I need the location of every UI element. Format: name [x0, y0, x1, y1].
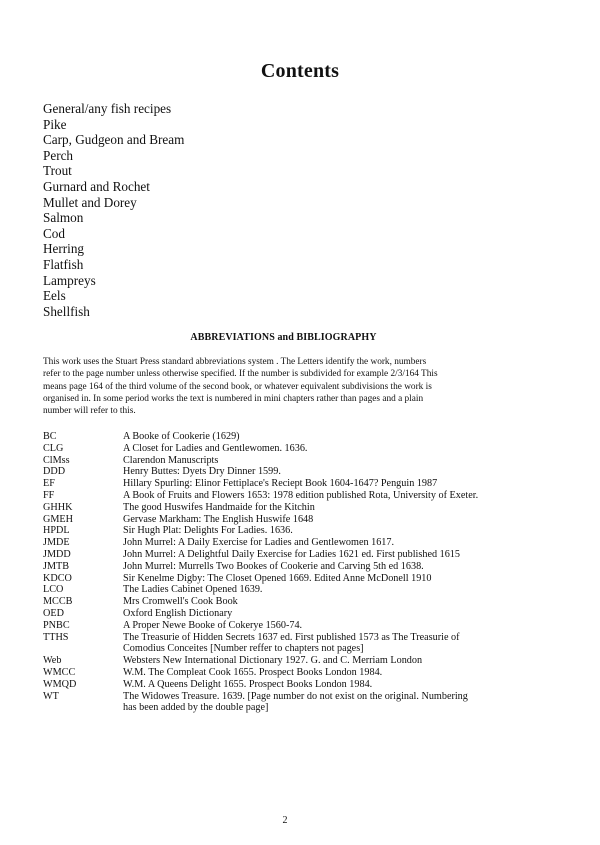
bibliography-entry: [43, 632, 563, 644]
bibliography-entry: [43, 584, 563, 596]
contents-item: Cod: [43, 225, 65, 241]
entry-code: DDD: [43, 466, 66, 478]
contents-item: Carp, Gudgeon and Bream: [43, 132, 185, 148]
bibliography-entry: [43, 596, 563, 608]
entry-text: A Closet for Ladies and Gentlewomen. 1636.: [123, 442, 308, 454]
entry-code: JMDD: [43, 548, 71, 560]
entry-text: has been added by the double page]: [123, 702, 269, 714]
bibliography-entry: [43, 691, 563, 703]
entry-code: FF: [43, 489, 55, 501]
entry-code: KDCO: [43, 572, 72, 584]
intro-paragraph: [43, 356, 558, 417]
entry-code: GMEH: [43, 513, 73, 525]
bibliography-entry: [43, 443, 563, 455]
entry-code: GHHK: [43, 501, 73, 513]
bibliography-entry: [43, 561, 563, 573]
entry-text: John Murrel: A Delightful Daily Exercise for Ladies 1621 ed. First published 1615: [123, 548, 460, 560]
bibliography-entry: [43, 455, 563, 467]
bibliography-entry: [43, 667, 563, 679]
bibliography-entry: [43, 525, 563, 537]
entry-code: TTHS: [43, 631, 69, 643]
entry-text: Sir Hugh Plat: Delights For Ladies. 1636.: [123, 525, 293, 537]
intro-line: means page 164 of the third volume of the second book, or whatever equivalent subdivisions the work is: [43, 381, 432, 392]
contents-item: Pike: [43, 116, 67, 132]
bibliography-entry: [43, 490, 563, 502]
bibliography-entry: [43, 431, 563, 443]
entry-text: The good Huswifes Handmaide for the Kitchin: [123, 501, 315, 513]
entry-code: BC: [43, 431, 57, 442]
entry-code: Web: [43, 655, 62, 667]
entry-code: OED: [43, 607, 64, 619]
entry-code: MCCB: [43, 596, 73, 608]
bibliography-entry: [43, 655, 563, 667]
entry-text: Websters New International Dictionary 1927. G. and C. Merriam London: [123, 655, 423, 667]
entry-text: The Ladies Cabinet Opened 1639.: [123, 584, 263, 596]
contents-item: Flatfish: [43, 256, 84, 272]
contents-item: Lampreys: [43, 272, 96, 288]
intro-line: This work uses the Stuart Press standard abbreviations system . The Letters identify the work, numbers: [43, 357, 427, 367]
entry-text: The Widowes Treasure. 1639. [Page number do not exist on the original. Numbering: [123, 690, 468, 702]
entry-code: ClMss: [43, 454, 70, 466]
intro-line: refer to the page number unless otherwise specified. If the number is subdivided for example 2/3/164 This: [43, 369, 438, 380]
entry-text: A Book of Fruits and Flowers 1653: 1978 edition published Rota, University of Exeter.: [123, 489, 479, 501]
bibliography-entry: [43, 549, 563, 561]
bibliography-entry: [43, 502, 563, 514]
entry-text: W.M. A Queens Delight 1655. Prospect Books London 1984.: [123, 678, 373, 690]
entry-text: Henry Buttes: Dyets Dry Dinner 1599.: [123, 466, 281, 478]
page-number: 2: [282, 815, 288, 826]
bibliography-entry: [43, 537, 563, 549]
contents-item: General/any fish recipes: [43, 101, 172, 116]
contents-item: Herring: [43, 241, 85, 257]
bibliography-entry-continuation: [43, 643, 563, 655]
entry-text: Mrs Cromwell's Cook Book: [123, 596, 238, 608]
entry-code: WT: [43, 690, 59, 702]
bibliography-entry: [43, 679, 563, 691]
entry-text: John Murrel: A Daily Exercise for Ladies and Gentlewomen 1617.: [123, 537, 395, 549]
entry-code: WMCC: [43, 666, 76, 678]
bibliography-entry: [43, 466, 563, 478]
entry-code: JMDE: [43, 537, 70, 549]
entry-text: W.M. The Compleat Cook 1655. Prospect Books London 1984.: [123, 666, 383, 678]
abbreviations-heading: ABBREVIATIONS and BIBLIOGRAPHY: [190, 332, 377, 343]
contents-item: Perch: [43, 147, 74, 163]
entry-text: John Murrel: Murrells Two Bookes of Cookerie and Carving 5th ed 1638.: [123, 560, 424, 572]
entry-text: Hillary Spurling: Elinor Fettiplace's Reciept Book 1604-1647? Penguin 1987: [123, 478, 438, 490]
contents-item: Gurnard and Rochet: [43, 178, 150, 194]
entry-code: CLG: [43, 442, 64, 454]
bibliography-entry: [43, 620, 563, 632]
bibliography-entry: [43, 478, 563, 490]
contents-item: Mullet and Dorey: [43, 194, 137, 210]
contents-list: [43, 101, 184, 319]
entry-code: PNBC: [43, 619, 70, 631]
entry-text: Sir Kenelme Digby: The Closet Opened 1669. Edited Anne McDonell 1910: [123, 572, 432, 584]
entry-text: Clarendon Manuscripts: [123, 454, 219, 466]
bibliography-list: [43, 431, 563, 714]
bibliography-entry: [43, 514, 563, 526]
contents-item: Salmon: [43, 210, 84, 226]
contents-item: Trout: [43, 163, 72, 179]
bibliography-entry: [43, 573, 563, 585]
entry-text: A Proper Newe Booke of Cokerye 1560-74.: [123, 619, 303, 631]
bibliography-entry-continuation: [43, 702, 563, 714]
entry-code: LCO: [43, 584, 64, 596]
page-title: Contents: [260, 60, 340, 82]
entry-code: EF: [43, 478, 55, 490]
contents-item: Shellfish: [43, 303, 90, 319]
intro-line: organised in. In some period works the text is numbered in mini chapters rather than pages and a plain: [43, 393, 424, 404]
entry-text: The Treasurie of Hidden Secrets 1637 ed. First published 1573 as The Treasurie of: [123, 631, 460, 643]
entry-code: WMQD: [43, 678, 77, 690]
entry-code: JMTB: [43, 560, 70, 572]
entry-text: A Booke of Cookerie (1629): [123, 431, 240, 442]
intro-line: number will refer to this.: [43, 406, 136, 417]
entry-text: Oxford English Dictionary: [123, 607, 233, 619]
bibliography-entry: [43, 608, 563, 620]
entry-text: Gervase Markham: The English Huswife 1648: [123, 513, 314, 525]
contents-item: Eels: [43, 288, 66, 304]
entry-code: HPDL: [43, 525, 70, 537]
entry-text: Comodius Conceites [Number reffer to chapters not pages]: [123, 643, 364, 655]
